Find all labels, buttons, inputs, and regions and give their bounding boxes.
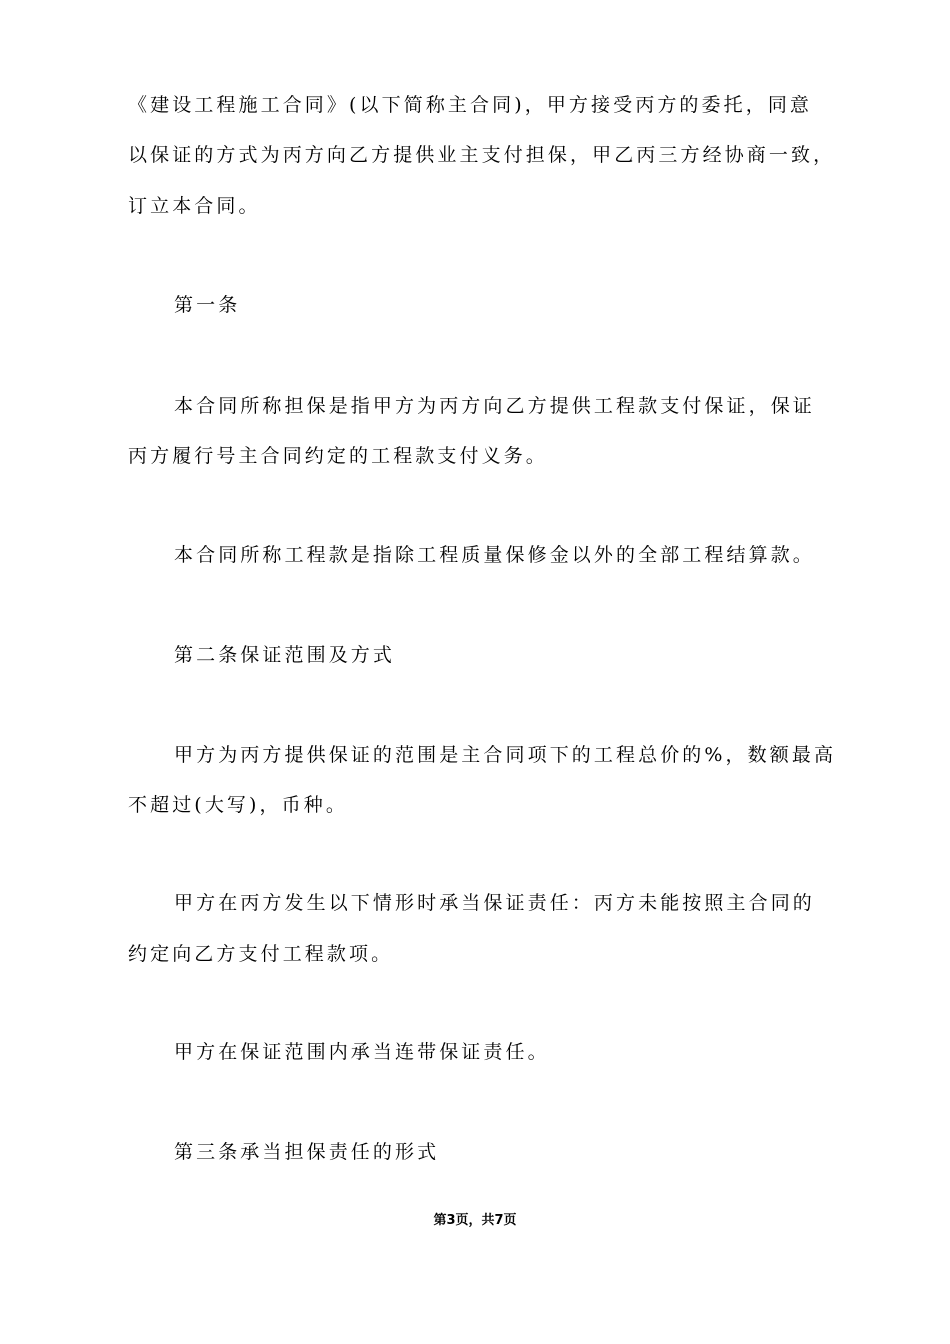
article-2-paragraph-3: 甲方在保证范围内承当连带保证责任。 — [174, 1041, 550, 1063]
article-1-paragraph-1-line-1: 本合同所称担保是指甲方为丙方向乙方提供工程款支付保证，保证 — [174, 395, 815, 417]
article-2-paragraph-2-line-1: 甲方在丙方发生以下情形时承当保证责任：丙方未能按照主合同的 — [174, 892, 815, 914]
article-3-heading: 第三条承当担保责任的形式 — [174, 1141, 440, 1163]
intro-line-3: 订立本合同。 — [128, 195, 261, 217]
page-number-footer: 第3页，共7页 — [433, 1213, 517, 1228]
article-2-paragraph-2-line-2: 约定向乙方支付工程款项。 — [128, 943, 394, 965]
intro-line-2: 以保证的方式为丙方向乙方提供业主支付担保，甲乙丙三方经协商一致， — [128, 144, 836, 166]
intro-line-1: 《建设工程施工合同》(以下简称主合同)，甲方接受丙方的委托，同意 — [128, 94, 813, 116]
article-2-paragraph-1-line-1: 甲方为丙方提供保证的范围是主合同项下的工程总价的%，数额最高 — [174, 744, 837, 766]
article-2-paragraph-1-line-2: 不超过(大写)，币种。 — [128, 794, 348, 816]
article-1-heading: 第一条 — [174, 294, 241, 316]
article-1-paragraph-2: 本合同所称工程款是指除工程质量保修金以外的全部工程结算款。 — [174, 544, 815, 566]
article-1-paragraph-1-line-2: 丙方履行号主合同约定的工程款支付义务。 — [128, 445, 548, 467]
article-2-heading: 第二条保证范围及方式 — [174, 644, 396, 666]
